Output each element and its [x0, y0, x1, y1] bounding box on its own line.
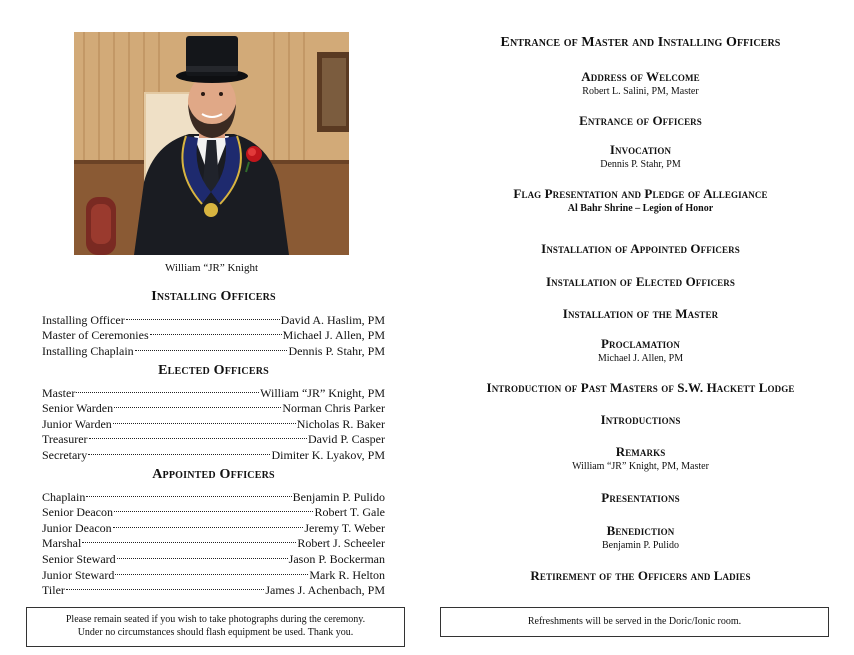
program-item — [427, 568, 854, 584]
program-detail: Dennis P. Stahr, PM — [600, 159, 681, 170]
list-item: Marshal Robert J. Scheeler — [42, 531, 385, 547]
program-heading: Installation of Appointed Officers — [541, 241, 740, 256]
list-item: Chaplain Benjamin P. Pulido — [42, 484, 385, 500]
appointed-officers-list — [42, 484, 385, 598]
program-detail: William “JR” Knight, PM, Master — [572, 461, 709, 472]
list-item: Secretary Dimiter K. Lyakov, PM — [42, 442, 385, 458]
program-heading: Flag Presentation and Pledge of Allegiance — [513, 186, 768, 201]
program-heading: Introduction of Past Masters of S.W. Hackett Lodge — [486, 380, 795, 395]
program-heading: Address of Welcome — [581, 69, 700, 84]
master-portrait-photo — [74, 32, 349, 255]
photography-notice-line1: Please remain seated if you wish to take photographs during the ceremony. — [65, 614, 366, 625]
list-item: Installing Chaplain Dennis P. Stahr, PM — [42, 338, 385, 354]
list-item: Junior Warden Nicholas R. Baker — [42, 411, 385, 427]
appointed-officers-title: Appointed Officers — [152, 467, 275, 482]
program-heading: Remarks — [615, 444, 666, 459]
program-item — [427, 523, 854, 551]
photo-caption: William “JR” Knight — [164, 262, 259, 274]
list-item: Senior Deacon Robert T. Gale — [42, 500, 385, 516]
program-heading: Introductions — [600, 412, 681, 427]
program-detail: Michael J. Allen, PM — [597, 353, 684, 364]
program-detail: Al Bahr Shrine – Legion of Honor — [567, 203, 714, 214]
program-heading: Presentations — [601, 490, 680, 505]
refreshments-notice: Refreshments will be served in the Doric/Ionic room. — [440, 607, 829, 637]
elected-officers-title: Elected Officers — [158, 363, 269, 378]
program-heading: Proclamation — [601, 336, 680, 351]
program-item — [427, 142, 854, 170]
installing-officers-list — [42, 307, 385, 358]
list-item: Tiler James J. Achenbach, PM — [42, 578, 385, 594]
elected-officers-list — [42, 380, 385, 462]
program-heading: Installation of the Master — [562, 306, 719, 321]
right-page — [427, 0, 854, 655]
list-item: Master William “JR” Knight, PM — [42, 380, 385, 396]
program-detail: Robert L. Salini, PM, Master — [582, 86, 699, 97]
program-item — [427, 306, 854, 322]
list-item: Junior Steward Mark R. Helton — [42, 562, 385, 578]
program-item — [427, 113, 854, 129]
list-item: Senior Warden Norman Chris Parker — [42, 396, 385, 412]
program-heading: Installation of Elected Officers — [546, 274, 735, 289]
program-item — [427, 186, 854, 214]
list-item: Treasurer David P. Casper — [42, 427, 385, 443]
program-heading: Entrance of Officers — [579, 113, 702, 128]
program-heading: Invocation — [609, 142, 672, 157]
list-item: Installing Officer David A. Haslim, PM — [42, 307, 385, 323]
program-heading: Benediction — [606, 523, 675, 538]
list-item: Master of Ceremonies Michael J. Allen, PM — [42, 323, 385, 339]
program-item — [427, 490, 854, 506]
program-item — [427, 336, 854, 364]
program-item — [427, 69, 854, 97]
program-item — [427, 241, 854, 257]
program-item — [427, 35, 854, 51]
program-item — [427, 444, 854, 472]
photography-notice — [26, 607, 405, 647]
program-detail: Benjamin P. Pulido — [602, 540, 679, 551]
list-item: Senior Steward Jason P. Bockerman — [42, 546, 385, 562]
photography-notice-line2: Under no circumstances should flash equipment be used. Thank you. — [77, 627, 354, 638]
program-item — [427, 412, 854, 428]
program-item — [427, 380, 854, 396]
program-heading: Retirement of the Officers and Ladies — [530, 568, 751, 583]
installing-officers-title: Installing Officers — [151, 289, 276, 304]
program-heading: Entrance of Master and Installing Officers — [500, 35, 781, 50]
list-item: Junior Deacon Jeremy T. Weber — [42, 515, 385, 531]
program-item — [427, 274, 854, 290]
